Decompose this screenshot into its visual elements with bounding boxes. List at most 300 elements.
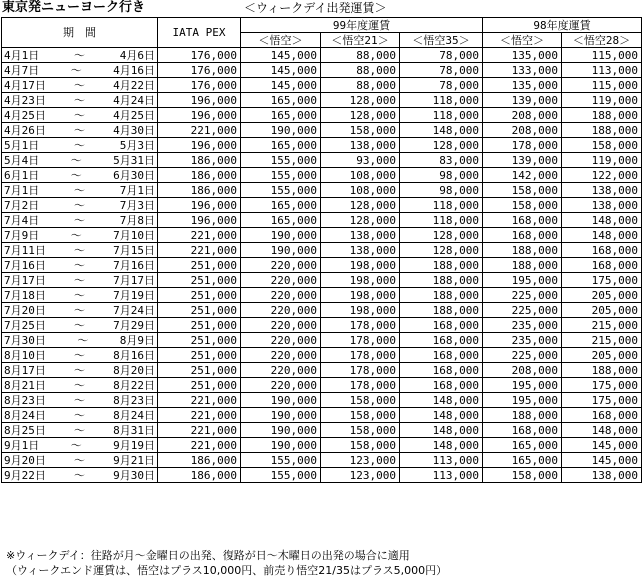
table-row [2,123,642,138]
goku35-cell: 148,000 [400,123,483,138]
goku21-cell: 158,000 [321,423,400,438]
period-tilde: ～ [74,348,85,362]
goku35-cell: 148,000 [400,393,483,408]
goku-98-cell: 165,000 [483,453,562,468]
iata-pex-cell: 176,000 [158,48,241,63]
table-row [2,258,642,273]
goku28-cell: 138,000 [562,198,642,213]
goku28-cell: 188,000 [562,108,642,123]
goku21-cell: 158,000 [321,438,400,453]
period-header: 期 間 [2,18,158,48]
goku-99-cell: 220,000 [241,348,321,363]
goku21-cell: 128,000 [321,108,400,123]
iata-pex-cell: 186,000 [158,468,241,483]
period-start: 6月1日 [4,168,40,182]
table-row [2,393,642,408]
goku-98-cell: 188,000 [483,258,562,273]
period-tilde: ～ [74,363,85,377]
goku-98-cell: 195,000 [483,393,562,408]
period-tilde: ～ [70,228,82,242]
goku-98-cell: 178,000 [483,138,562,153]
goku-99-cell: 220,000 [241,378,321,393]
goku28-cell: 148,000 [562,423,642,438]
period-start: 5月4日 [4,153,40,167]
goku-98-cell: 195,000 [483,273,562,288]
period-cell [2,348,158,363]
goku21-cell: 138,000 [321,228,400,243]
goku-99-cell: 190,000 [241,228,321,243]
goku28-cell: 175,000 [562,378,642,393]
period-tilde: ～ [74,198,85,212]
period-cell [2,378,158,393]
period-start: 4月26日 [4,123,46,137]
period-tilde: ～ [74,303,85,317]
iata-pex-cell: 221,000 [158,438,241,453]
goku-98-cell: 188,000 [483,243,562,258]
period-cell [2,168,158,183]
iata-pex-cell: 251,000 [158,333,241,348]
period-tilde: ～ [74,393,85,407]
period-end: 7月1日 [119,183,155,197]
period-start: 4月17日 [4,78,46,92]
goku35-cell: 78,000 [400,48,483,63]
goku-99-cell: 165,000 [241,93,321,108]
goku28-cell: 215,000 [562,318,642,333]
goku21-cell: 198,000 [321,273,400,288]
goku28-cell: 145,000 [562,453,642,468]
goku35-cell: 118,000 [400,108,483,123]
goku28-cell: 138,000 [562,468,642,483]
goku28-cell: 115,000 [562,48,642,63]
period-tilde: ～ [74,138,85,152]
period-tilde: ～ [74,318,85,332]
period-cell [2,273,158,288]
goku-98-cell: 135,000 [483,48,562,63]
goku28-cell: 115,000 [562,78,642,93]
goku35-cell: 168,000 [400,378,483,393]
goku-98-cell: 188,000 [483,408,562,423]
goku-99-cell: 190,000 [241,243,321,258]
goku-99-cell: 145,000 [241,48,321,63]
goku28-header: ＜悟空28＞ [562,33,642,48]
period-end: 4月16日 [113,63,155,77]
period-cell [2,393,158,408]
goku-99-cell: 165,000 [241,198,321,213]
fare-table [1,17,642,483]
goku-98-cell: 158,000 [483,468,562,483]
period-tilde: ～ [70,168,82,182]
table-row [2,228,642,243]
footnote-line: ※ウィークデイ：往路が月～金曜日の出発、復路が日～木曜日の出発の場合に適用 [6,549,410,562]
period-start: 7月17日 [4,273,46,287]
period-tilde: ～ [70,438,82,452]
period-end: 9月19日 [113,438,155,452]
goku-99-cell: 145,000 [241,63,321,78]
goku28-cell: 168,000 [562,408,642,423]
period-end: 8月24日 [113,408,155,422]
period-end: 7月10日 [113,228,155,242]
goku35-cell: 188,000 [400,273,483,288]
title-bar [0,0,643,16]
iata-pex-cell: 221,000 [158,408,241,423]
goku21-cell: 178,000 [321,318,400,333]
goku28-cell: 148,000 [562,228,642,243]
period-cell [2,408,158,423]
goku21-cell: 88,000 [321,63,400,78]
period-cell [2,288,158,303]
goku35-cell: 188,000 [400,258,483,273]
table-row [2,288,642,303]
table-row [2,153,642,168]
goku21-cell: 158,000 [321,408,400,423]
period-tilde: ～ [74,273,85,287]
goku35-cell: 118,000 [400,198,483,213]
goku35-cell: 78,000 [400,78,483,93]
table-row [2,198,642,213]
period-tilde: ～ [74,378,85,392]
table-row [2,138,642,153]
table-row [2,408,642,423]
table-row [2,273,642,288]
period-start: 8月17日 [4,363,46,377]
period-cell [2,258,158,273]
goku28-cell: 175,000 [562,273,642,288]
period-start: 8月21日 [4,378,46,392]
goku-98-cell: 225,000 [483,288,562,303]
goku35-header: ＜悟空35＞ [400,33,483,48]
goku-98-cell: 168,000 [483,213,562,228]
goku35-cell: 148,000 [400,408,483,423]
table-row [2,168,642,183]
goku-98-cell: 208,000 [483,363,562,378]
period-start: 7月9日 [4,228,40,242]
goku-99-cell: 165,000 [241,213,321,228]
period-tilde: ～ [74,78,85,92]
goku35-cell: 118,000 [400,213,483,228]
period-tilde: ～ [74,108,85,122]
goku-99-cell: 190,000 [241,423,321,438]
goku21-cell: 123,000 [321,453,400,468]
goku35-cell: 78,000 [400,63,483,78]
goku-99-cell: 220,000 [241,333,321,348]
period-end: 8月20日 [113,363,155,377]
goku21-cell: 128,000 [321,213,400,228]
period-start: 7月20日 [4,303,46,317]
page-title: 東京発ニューヨーク行き [2,0,146,15]
iata-pex-cell: 196,000 [158,198,241,213]
period-start: 7月30日 [4,333,46,347]
goku35-cell: 113,000 [400,468,483,483]
goku-99-cell: 165,000 [241,138,321,153]
goku21-cell: 158,000 [321,393,400,408]
period-cell [2,438,158,453]
goku35-cell: 98,000 [400,183,483,198]
goku28-cell: 119,000 [562,93,642,108]
goku21-cell: 178,000 [321,333,400,348]
goku28-cell: 205,000 [562,288,642,303]
iata-pex-cell: 186,000 [158,453,241,468]
goku-99-cell: 220,000 [241,273,321,288]
goku28-cell: 122,000 [562,168,642,183]
goku-98-cell: 158,000 [483,198,562,213]
table-row [2,333,642,348]
fy99-header: 99年度運賃 [241,18,483,33]
period-tilde: ～ [70,63,82,77]
period-start: 7月11日 [4,243,46,257]
goku35-cell: 128,000 [400,243,483,258]
goku35-cell: 188,000 [400,288,483,303]
fy98-header: 98年度運賃 [483,18,642,33]
footnote-line: （ウィークエンド運賃は、悟空はプラス10,000円、前売り悟空21/35はプラス5,000円） [6,564,448,577]
iata-pex-cell: 251,000 [158,258,241,273]
goku-99-cell: 220,000 [241,363,321,378]
period-cell [2,78,158,93]
period-tilde: ～ [77,333,89,347]
iata-pex-cell: 186,000 [158,153,241,168]
goku28-cell: 119,000 [562,153,642,168]
iata-pex-cell: 176,000 [158,78,241,93]
goku-99-cell: 190,000 [241,393,321,408]
table-row [2,78,642,93]
goku35-cell: 148,000 [400,423,483,438]
period-start: 9月22日 [4,468,46,482]
iata-pex-cell: 196,000 [158,108,241,123]
goku-99-header: ＜悟空＞ [241,33,321,48]
table-row [2,93,642,108]
goku-99-cell: 220,000 [241,288,321,303]
iata-pex-cell: 186,000 [158,183,241,198]
goku-98-header: ＜悟空＞ [483,33,562,48]
goku-99-cell: 220,000 [241,303,321,318]
table-row [2,468,642,483]
period-end: 5月31日 [113,153,155,167]
goku28-cell: 138,000 [562,183,642,198]
goku28-cell: 215,000 [562,333,642,348]
period-end: 4月6日 [119,48,155,62]
goku-99-cell: 165,000 [241,108,321,123]
goku-98-cell: 133,000 [483,63,562,78]
iata-pex-cell: 196,000 [158,138,241,153]
table-row [2,108,642,123]
goku-99-cell: 145,000 [241,78,321,93]
period-start: 8月23日 [4,393,46,407]
iata-pex-header: IATA PEX [158,18,241,48]
fare-table-body [2,48,642,483]
period-start: 7月25日 [4,318,46,332]
period-start: 7月1日 [4,183,40,197]
iata-pex-cell: 221,000 [158,228,241,243]
table-row [2,63,642,78]
period-cell [2,183,158,198]
period-tilde: ～ [70,153,82,167]
iata-pex-cell: 221,000 [158,393,241,408]
period-cell [2,213,158,228]
table-row [2,363,642,378]
period-tilde: ～ [74,468,85,482]
period-end: 9月21日 [113,453,155,467]
goku21-header: ＜悟空21＞ [321,33,400,48]
goku35-cell: 168,000 [400,348,483,363]
goku-99-cell: 155,000 [241,453,321,468]
table-row [2,348,642,363]
period-end: 7月19日 [113,288,155,302]
iata-pex-cell: 221,000 [158,123,241,138]
period-start: 8月24日 [4,408,46,422]
footnotes [6,548,447,578]
goku21-cell: 128,000 [321,93,400,108]
goku35-cell: 188,000 [400,303,483,318]
goku21-cell: 88,000 [321,48,400,63]
period-tilde: ～ [74,408,85,422]
table-row [2,243,642,258]
goku28-cell: 145,000 [562,438,642,453]
period-start: 9月20日 [4,453,46,467]
period-tilde: ～ [74,258,85,272]
iata-pex-cell: 251,000 [158,318,241,333]
table-row [2,453,642,468]
period-cell [2,468,158,483]
period-end: 4月24日 [113,93,155,107]
period-cell [2,333,158,348]
goku-98-cell: 168,000 [483,228,562,243]
period-tilde: ～ [74,183,85,197]
goku-98-cell: 235,000 [483,333,562,348]
goku35-cell: 168,000 [400,333,483,348]
goku28-cell: 148,000 [562,213,642,228]
table-row [2,48,642,63]
goku35-cell: 148,000 [400,438,483,453]
iata-pex-cell: 196,000 [158,93,241,108]
goku-98-cell: 165,000 [483,438,562,453]
period-start: 5月1日 [4,138,40,152]
period-start: 7月16日 [4,258,46,272]
period-start: 4月25日 [4,108,46,122]
goku35-cell: 98,000 [400,168,483,183]
goku-98-cell: 158,000 [483,183,562,198]
goku21-cell: 123,000 [321,468,400,483]
goku21-cell: 138,000 [321,138,400,153]
goku-99-cell: 190,000 [241,438,321,453]
period-start: 8月25日 [4,423,46,437]
goku21-cell: 178,000 [321,378,400,393]
goku35-cell: 83,000 [400,153,483,168]
goku-98-cell: 142,000 [483,168,562,183]
goku35-cell: 118,000 [400,93,483,108]
period-end: 4月25日 [113,108,155,122]
table-row [2,213,642,228]
period-cell [2,363,158,378]
goku28-cell: 205,000 [562,348,642,363]
period-tilde: ～ [74,48,85,62]
period-end: 7月16日 [113,258,155,272]
iata-pex-cell: 221,000 [158,423,241,438]
period-tilde: ～ [74,288,85,302]
iata-pex-cell: 251,000 [158,348,241,363]
period-tilde: ～ [74,93,85,107]
goku21-cell: 108,000 [321,168,400,183]
goku21-cell: 93,000 [321,153,400,168]
table-row [2,423,642,438]
period-start: 7月4日 [4,213,40,227]
goku-99-cell: 155,000 [241,153,321,168]
iata-pex-cell: 186,000 [158,168,241,183]
table-row [2,378,642,393]
goku-99-cell: 155,000 [241,468,321,483]
period-end: 5月3日 [119,138,155,152]
period-cell [2,123,158,138]
goku21-cell: 178,000 [321,348,400,363]
period-end: 7月29日 [113,318,155,332]
table-row [2,318,642,333]
period-end: 8月23日 [113,393,155,407]
goku35-cell: 168,000 [400,318,483,333]
iata-pex-cell: 176,000 [158,63,241,78]
period-end: 7月15日 [113,243,155,257]
goku-99-cell: 190,000 [241,408,321,423]
period-cell [2,138,158,153]
goku21-cell: 88,000 [321,78,400,93]
period-start: 7月18日 [4,288,46,302]
period-tilde: ～ [74,453,85,467]
iata-pex-cell: 251,000 [158,378,241,393]
goku-98-cell: 195,000 [483,378,562,393]
period-cell [2,228,158,243]
iata-pex-cell: 196,000 [158,213,241,228]
iata-pex-cell: 251,000 [158,303,241,318]
goku28-cell: 188,000 [562,123,642,138]
goku21-cell: 138,000 [321,243,400,258]
goku28-cell: 168,000 [562,258,642,273]
goku-99-cell: 220,000 [241,258,321,273]
period-start: 4月1日 [4,48,40,62]
goku35-cell: 128,000 [400,138,483,153]
period-cell [2,93,158,108]
goku21-cell: 158,000 [321,123,400,138]
period-start: 9月1日 [4,438,40,452]
goku-98-cell: 208,000 [483,108,562,123]
period-start: 4月7日 [4,63,40,77]
period-tilde: ～ [74,213,85,227]
goku-98-cell: 225,000 [483,303,562,318]
iata-pex-cell: 251,000 [158,363,241,378]
iata-pex-cell: 251,000 [158,288,241,303]
period-end: 8月9日 [119,333,155,347]
period-cell [2,423,158,438]
goku-99-cell: 190,000 [241,123,321,138]
period-start: 7月2日 [4,198,40,212]
period-start: 8月10日 [4,348,46,362]
period-end: 8月16日 [113,348,155,362]
header-row-1 [2,18,642,33]
period-cell [2,303,158,318]
page-subtitle: ＜ウィークデイ出発運賃＞ [244,1,387,15]
period-end: 6月30日 [113,168,155,182]
period-cell [2,243,158,258]
table-row [2,183,642,198]
period-cell [2,453,158,468]
period-cell [2,198,158,213]
period-tilde: ～ [74,423,85,437]
period-end: 8月22日 [113,378,155,392]
goku-99-cell: 220,000 [241,318,321,333]
goku-98-cell: 139,000 [483,93,562,108]
period-end: 7月17日 [113,273,155,287]
period-end: 8月31日 [113,423,155,437]
goku21-cell: 178,000 [321,363,400,378]
goku-98-cell: 135,000 [483,78,562,93]
goku-98-cell: 208,000 [483,123,562,138]
period-end: 4月30日 [113,123,155,137]
